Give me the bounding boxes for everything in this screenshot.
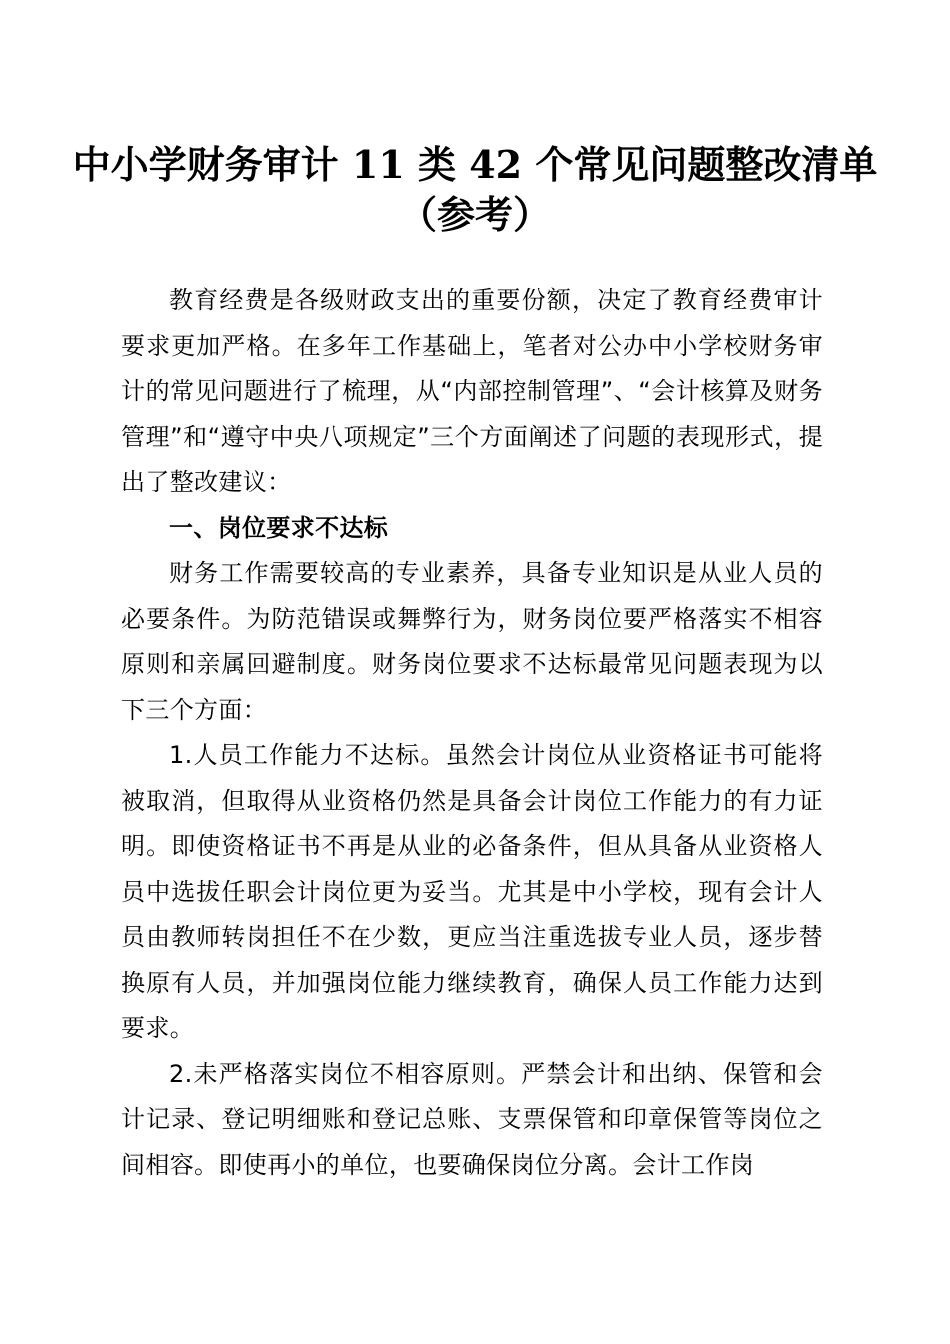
section-heading-1: 一、岗位要求不达标 [169, 513, 389, 542]
document-body [121, 278, 823, 1188]
item-1-paragraph: 1.人员工作能力不达标。虽然会计岗位从业资格证书可能将被取消，但取得从业资格仍然是具备会计岗位工作能力的有力证明。即使资格证书不再是从业的必备条件，但从具备从业资格人员中选拔任职会计岗位更为妥当。尤其是中小学校，现有会计人员由教师转岗担任不在少数，更应当注重选拔专业人员，逐步替换原有人员，并加强岗位能力继续教育，确保人员工作能力达到要求。 [121, 741, 823, 1042]
title-line-2: （参考） [398, 192, 551, 237]
item-2-paragraph: 2.未严格落实岗位不相容原则。严禁会计和出纳、保管和会计记录、登记明细账和登记总账、支票保管和印章保管等岗位之间相容。即使再小的单位，也要确保岗位分离。会计工作岗 [121, 1059, 823, 1179]
intro-paragraph: 教育经费是各级财政支出的重要份额，决定了教育经费审计要求更加严格。在多年工作基础上，笔者对公办中小学校财务审计的常见问题进行了梳理，从“内部控制管理”、“会计核算及财务管理”和“遵守中央八项规定”三个方面阐述了问题的表现形式，提出了整改建议： [121, 286, 823, 496]
title-line-1: 中小学财务审计 11 类 42 个常见问题整改清单 [72, 142, 878, 187]
section-1-intro-paragraph: 财务工作需要较高的专业素养，具备专业知识是从业人员的必要条件。为防范错误或舞弊行为，财务岗位要严格落实不相容原则和亲属回避制度。财务岗位要求不达标最常见问题表现为以下三个方面： [121, 559, 823, 724]
document-title [0, 140, 950, 240]
